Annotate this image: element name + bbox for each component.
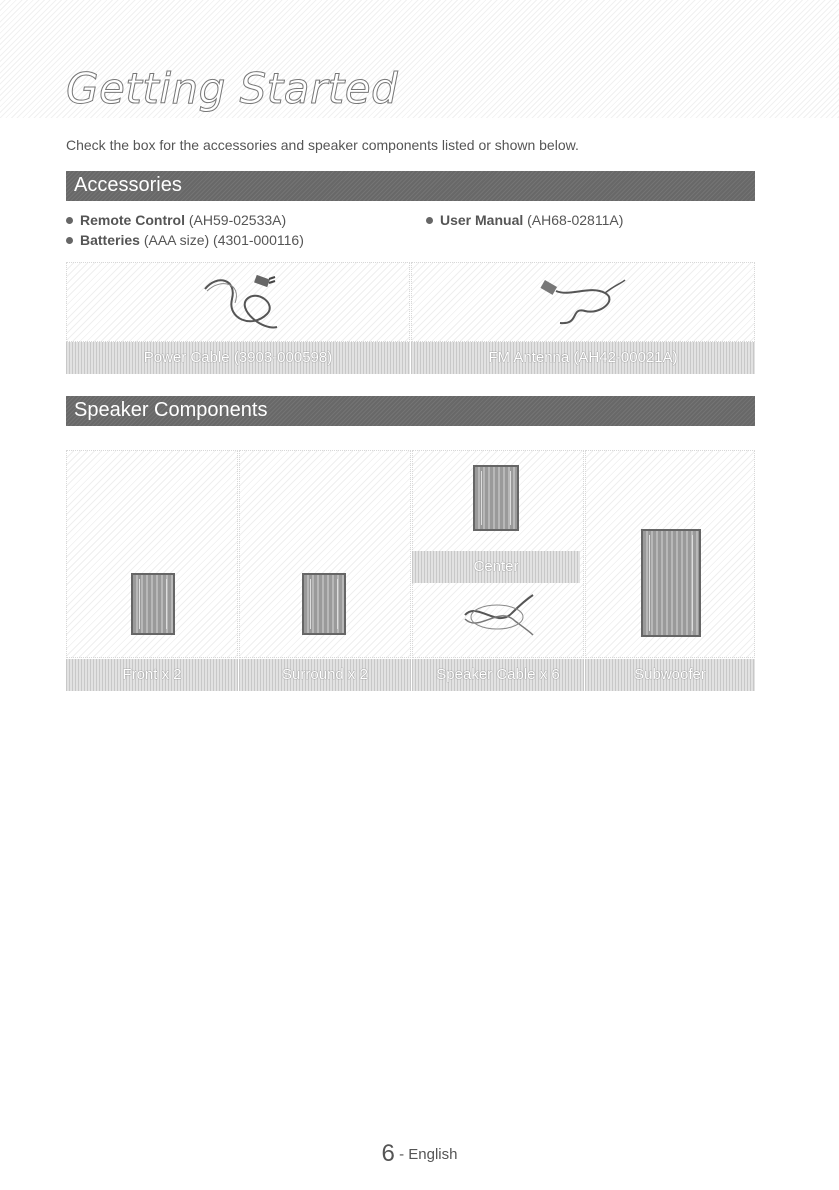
speaker-icon <box>302 573 346 635</box>
bullet-icon <box>66 237 73 244</box>
power-cable-panel <box>66 262 410 342</box>
fm-antenna-label: FM Antenna (AH42-00021A) <box>411 342 755 374</box>
speaker-icon <box>473 465 519 531</box>
list-item: Remote Control (AH59-02533A) <box>66 210 304 230</box>
bullet-icon <box>66 217 73 224</box>
speaker-icon <box>131 573 175 635</box>
power-cable-label: Power Cable (3903-000598) <box>66 342 410 374</box>
section-heading-accessories <box>66 171 755 201</box>
surround-speaker-panel <box>239 450 411 658</box>
center-label: Center <box>412 551 580 583</box>
list-item: Batteries (AAA size) (4301-000116) <box>66 230 304 250</box>
page-footer: 6 - English <box>381 1140 458 1167</box>
footer-language: English <box>408 1146 458 1163</box>
page-title: Getting Started <box>66 64 399 113</box>
section-title: Accessories <box>74 174 182 196</box>
speaker-cable-icon <box>457 591 537 641</box>
subwoofer-icon <box>641 529 701 637</box>
bullet-icon <box>426 217 433 224</box>
speaker-cable-label: Speaker Cable x 6 <box>412 659 584 691</box>
fm-antenna-panel <box>411 262 755 342</box>
subwoofer-label: Subwoofer <box>585 659 755 691</box>
section-title: Speaker Components <box>74 399 268 421</box>
accessory-list-left <box>66 210 304 250</box>
fm-antenna-icon <box>530 275 630 331</box>
list-item: User Manual (AH68-02811A) <box>426 210 623 230</box>
accessory-list-right <box>426 210 623 230</box>
intro-text: Check the box for the accessories and speaker components listed or shown below. <box>66 137 579 153</box>
subwoofer-panel <box>585 450 755 658</box>
surround-label: Surround x 2 <box>239 659 411 691</box>
section-heading-speakers <box>66 396 755 426</box>
front-speaker-panel <box>66 450 238 658</box>
page-number: 6 <box>381 1140 395 1167</box>
power-cable-icon <box>197 269 287 337</box>
front-label: Front x 2 <box>66 659 238 691</box>
